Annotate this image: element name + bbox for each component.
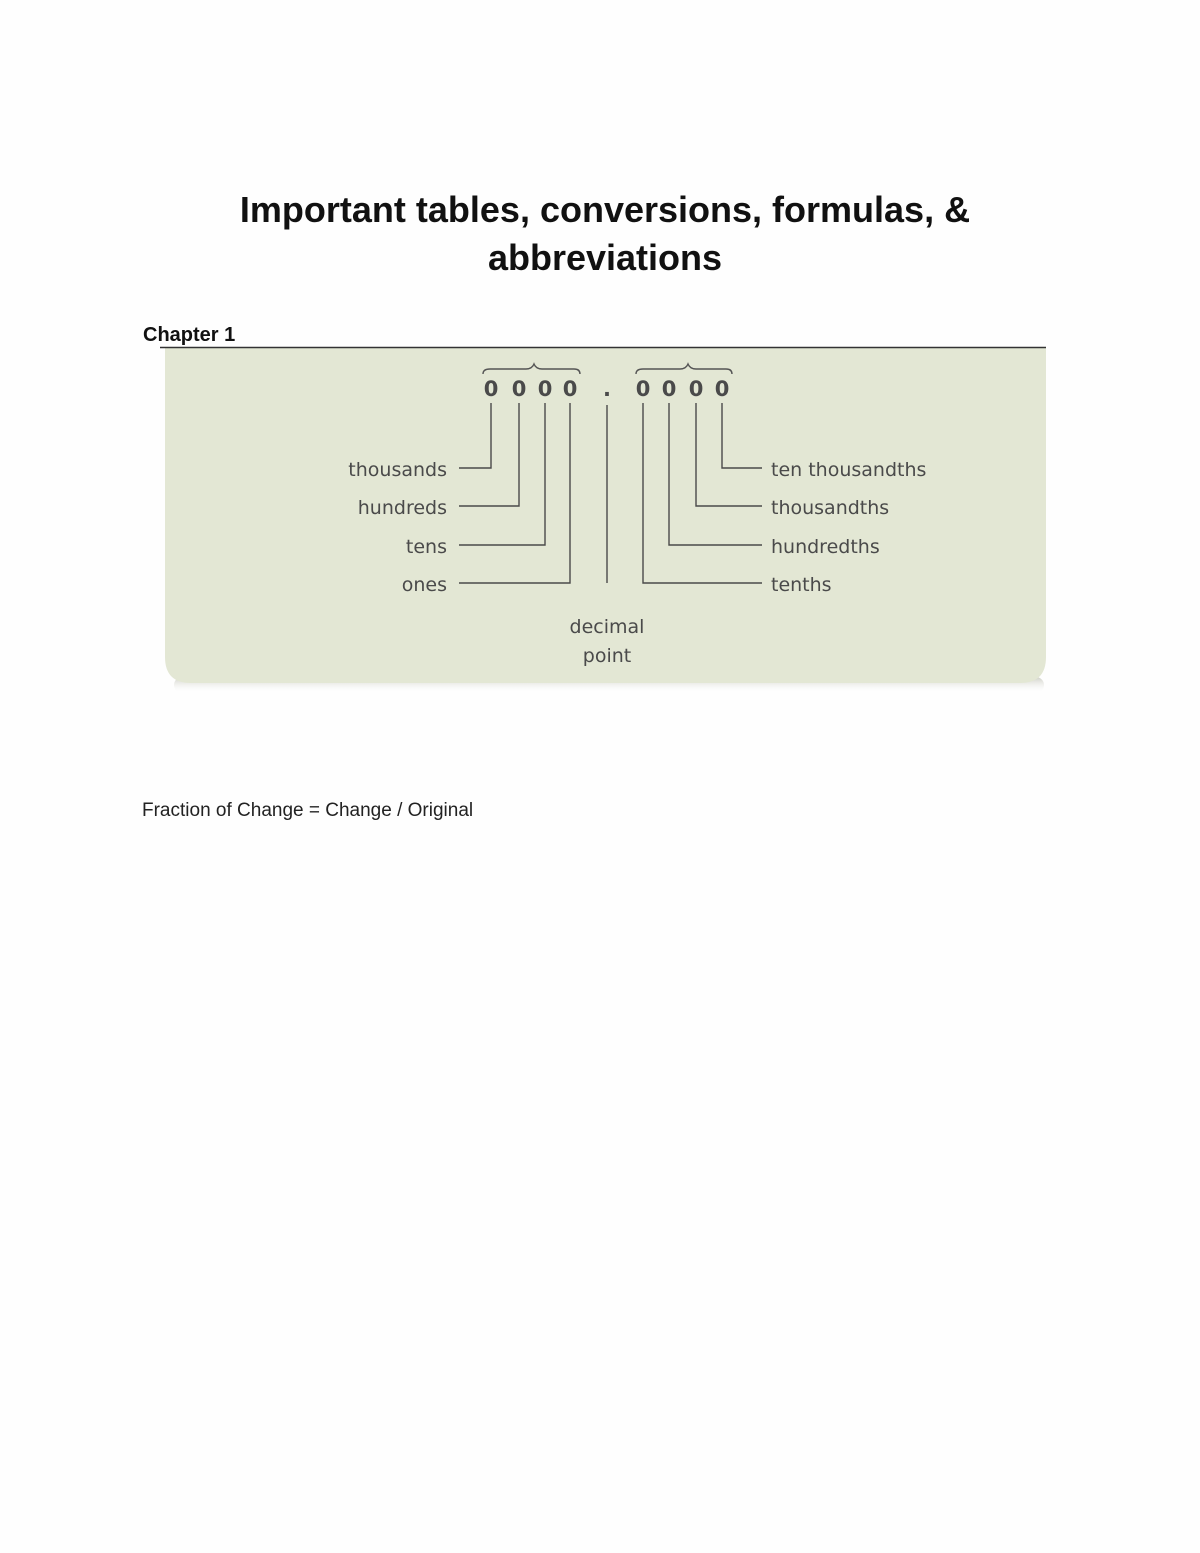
place-value-figure — [160, 345, 1052, 705]
label-ones: ones — [401, 574, 447, 596]
decimal-point-symbol: . — [603, 377, 611, 401]
chapter-heading: Chapter 1 — [143, 324, 236, 346]
label-hundreds: hundreds — [357, 497, 447, 519]
label-hundredths: hundredths — [771, 536, 880, 558]
label-thousandths: thousandths — [771, 497, 890, 519]
label-ten-thousandths: ten thousandths — [771, 459, 927, 481]
label-point: point — [582, 645, 632, 667]
place-value-diagram — [160, 345, 1052, 705]
label-thousands: thousands — [348, 459, 447, 481]
label-tenths: tenths — [771, 574, 832, 596]
digit-hundredths: 0 — [661, 377, 677, 401]
fraction-of-change-formula: Fraction of Change = Change / Original — [142, 800, 474, 821]
label-decimal: decimal — [569, 616, 645, 638]
digit-hundreds: 0 — [511, 377, 527, 401]
label-tens: tens — [405, 536, 447, 558]
digit-tens: 0 — [537, 377, 553, 401]
digit-ones: 0 — [562, 377, 578, 401]
title-line-1: Important tables, conversions, formulas, & — [239, 189, 971, 230]
digit-ten-thousandths: 0 — [714, 377, 730, 401]
digit-tenths: 0 — [635, 377, 651, 401]
title-line-2: abbreviations — [487, 237, 723, 278]
digit-thousands: 0 — [483, 377, 499, 401]
digit-thousandths: 0 — [688, 377, 704, 401]
page-title — [140, 186, 1070, 282]
